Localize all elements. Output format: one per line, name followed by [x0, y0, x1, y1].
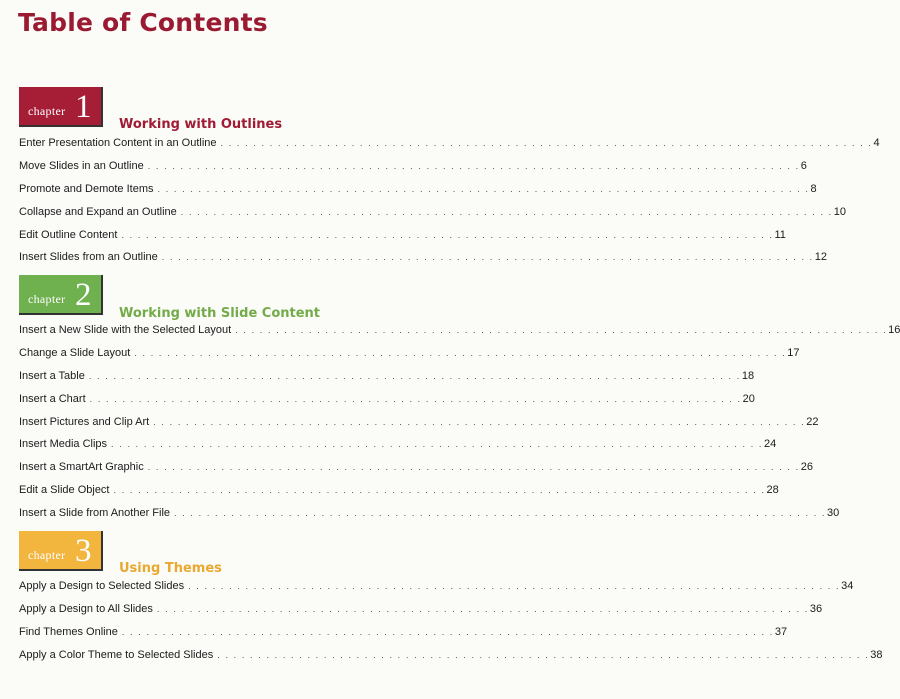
entry-page: 38 — [870, 648, 883, 661]
toc-entry[interactable] — [19, 392, 755, 416]
dot-leader: . . . . . . . . . . . . . . . . . . . . . . . . . . . . . . . . . . . . . . . . . . . . . . . . . . . . . . . . . . . . . . . . . . . . . . . . . . . . . . . . — [88, 370, 741, 381]
chapter-3-badge — [19, 531, 103, 571]
entry-page: 6 — [800, 159, 807, 172]
dot-leader: . . . . . . . . . . . . . . . . . . . . . . . . . . . . . . . . . . . . . . . . . . . . . . . . . . . . . . . . . . . . . . . . . . . . . . . . . . . . . . . . — [134, 347, 787, 358]
chapter-2-entries — [19, 324, 900, 530]
chapter-1-entries — [19, 137, 880, 274]
chapter-number: 2 — [75, 277, 92, 313]
toc-entry[interactable] — [19, 461, 813, 484]
entry-page: 16 — [888, 324, 900, 336]
entry-title: Insert Pictures and Clip Art — [19, 415, 150, 428]
page-title: Table of Contents — [18, 8, 268, 37]
entry-title: Insert a SmartArt Graphic — [19, 461, 144, 474]
dot-leader: . . . . . . . . . . . . . . . . . . . . . . . . . . . . . . . . . . . . . . . . . . . . . . . . . . . . . . . . . . . . . . . . . . . . . . . . . . . . . . . . — [235, 325, 888, 335]
toc-entry[interactable] — [19, 137, 880, 160]
entry-page: 30 — [827, 507, 840, 520]
entry-page: 37 — [774, 625, 788, 638]
chapter-number: 3 — [75, 533, 92, 569]
dot-leader: . . . . . . . . . . . . . . . . . . . . . . . . . . . . . . . . . . . . . . . . . . . . . . . . . . . . . . . . . . . . . . . . . . . . . . . . . . . . . . . . — [180, 206, 833, 217]
toc-entry[interactable] — [19, 228, 786, 252]
dot-leader: . . . . . . . . . . . . . . . . . . . . . . . . . . . . . . . . . . . . . . . . . . . . . . . . . . . . . . . . . . . . . . . . . . . . . . . . . . . . . . . . — [121, 626, 774, 637]
dot-leader: . . . . . . . . . . . . . . . . . . . . . . . . . . . . . . . . . . . . . . . . . . . . . . . . . . . . . . . . . . . . . . . . . . . . . . . . . . . . . . . . — [188, 581, 841, 591]
toc-entry[interactable] — [19, 251, 828, 274]
entry-title: Insert a Chart — [19, 392, 86, 405]
entry-title: Promote and Demote Items — [19, 182, 154, 195]
chapter-1-title: Working with Outlines — [119, 117, 283, 132]
toc-entry[interactable] — [19, 625, 788, 649]
entry-page: 26 — [800, 461, 813, 474]
entry-title: Insert a Table — [19, 369, 85, 382]
toc-entry[interactable] — [19, 484, 779, 507]
entry-page: 11 — [774, 228, 786, 241]
entry-title: Insert a Slide from Another File — [19, 507, 171, 520]
entry-title: Move Slides in an Outline — [19, 159, 144, 172]
dot-leader: . . . . . . . . . . . . . . . . . . . . . . . . . . . . . . . . . . . . . . . . . . . . . . . . . . . . . . . . . . . . . . . . . . . . . . . . . . . . . . . . — [147, 462, 800, 473]
entry-title: Enter Presentation Content in an Outline — [19, 137, 217, 149]
chapter-1-badge — [19, 87, 103, 127]
chapter-3-title: Using Themes — [119, 561, 222, 576]
toc-entry[interactable] — [19, 602, 823, 626]
dot-leader: . . . . . . . . . . . . . . . . . . . . . . . . . . . . . . . . . . . . . . . . . . . . . . . . . . . . . . . . . . . . . . . . . . . . . . . . . . . . . . . . — [121, 229, 774, 240]
dot-leader: . . . . . . . . . . . . . . . . . . . . . . . . . . . . . . . . . . . . . . . . . . . . . . . . . . . . . . . . . . . . . . . . . . . . . . . . . . . . . . . . — [147, 160, 800, 171]
entry-page: 34 — [841, 580, 854, 592]
dot-leader: . . . . . . . . . . . . . . . . . . . . . . . . . . . . . . . . . . . . . . . . . . . . . . . . . . . . . . . . . . . . . . . . . . . . . . . . . . . . . . . . — [157, 183, 810, 194]
dot-leader: . . . . . . . . . . . . . . . . . . . . . . . . . . . . . . . . . . . . . . . . . . . . . . . . . . . . . . . . . . . . . . . . . . . . . . . . . . . . . . . . — [220, 138, 873, 148]
toc-entry[interactable] — [19, 205, 847, 229]
toc-entry[interactable] — [19, 346, 800, 370]
dot-leader: . . . . . . . . . . . . . . . . . . . . . . . . . . . . . . . . . . . . . . . . . . . . . . . . . . . . . . . . . . . . . . . . . . . . . . . . . . . . . . . . — [153, 416, 806, 427]
chapter-2-badge — [19, 275, 103, 315]
entry-title: Apply a Color Theme to Selected Slides — [19, 648, 214, 661]
toc-entry[interactable] — [19, 182, 817, 206]
entry-title: Collapse and Expand an Outline — [19, 205, 177, 218]
toc-entry[interactable] — [19, 324, 900, 347]
dot-leader: . . . . . . . . . . . . . . . . . . . . . . . . . . . . . . . . . . . . . . . . . . . . . . . . . . . . . . . . . . . . . . . . . . . . . . . . . . . . . . . . — [89, 393, 742, 404]
chapter-label: chapter — [28, 104, 66, 118]
entry-page: 28 — [766, 484, 779, 497]
dot-leader: . . . . . . . . . . . . . . . . . . . . . . . . . . . . . . . . . . . . . . . . . . . . . . . . . . . . . . . . . . . . . . . . . . . . . . . . . . . . . . . . — [161, 252, 814, 263]
entry-page: 12 — [814, 251, 828, 264]
entry-page: 20 — [742, 392, 755, 405]
entry-page: 17 — [787, 346, 800, 359]
entry-page: 24 — [764, 438, 777, 451]
entry-title: Insert a New Slide with the Selected Layout — [19, 324, 232, 336]
entry-page: 18 — [741, 369, 755, 382]
entry-title: Apply a Design to All Slides — [19, 602, 153, 615]
dot-leader: . . . . . . . . . . . . . . . . . . . . . . . . . . . . . . . . . . . . . . . . . . . . . . . . . . . . . . . . . . . . . . . . . . . . . . . . . . . . . . . . — [156, 603, 809, 614]
dot-leader: . . . . . . . . . . . . . . . . . . . . . . . . . . . . . . . . . . . . . . . . . . . . . . . . . . . . . . . . . . . . . . . . . . . . . . . . . . . . . . . . — [174, 508, 826, 519]
dot-leader: . . . . . . . . . . . . . . . . . . . . . . . . . . . . . . . . . . . . . . . . . . . . . . . . . . . . . . . . . . . . . . . . . . . . . . . . . . . . . . . . — [113, 485, 766, 496]
entry-title: Find Themes Online — [19, 625, 118, 638]
entry-page: 22 — [806, 415, 819, 428]
toc-entry[interactable] — [19, 369, 755, 393]
chapter-number: 1 — [75, 89, 92, 125]
chapter-label: chapter — [28, 292, 66, 306]
dot-leader: . . . . . . . . . . . . . . . . . . . . . . . . . . . . . . . . . . . . . . . . . . . . . . . . . . . . . . . . . . . . . . . . . . . . . . . . . . . . . . . . — [217, 649, 870, 660]
entry-title: Edit Outline Content — [19, 228, 118, 241]
entry-page: 4 — [873, 137, 880, 149]
entry-title: Insert Slides from an Outline — [19, 251, 158, 264]
toc-entry[interactable] — [19, 159, 807, 183]
entry-title: Change a Slide Layout — [19, 346, 131, 359]
dot-leader: . . . . . . . . . . . . . . . . . . . . . . . . . . . . . . . . . . . . . . . . . . . . . . . . . . . . . . . . . . . . . . . . . . . . . . . . . . . . . . . . — [111, 439, 764, 450]
toc-entry[interactable] — [19, 580, 854, 603]
entry-page: 36 — [809, 602, 823, 615]
chapter-2-title: Working with Slide Content — [119, 306, 321, 321]
entry-page: 10 — [833, 205, 847, 218]
entry-title: Edit a Slide Object — [19, 484, 110, 497]
toc-entry[interactable] — [19, 415, 819, 439]
toc-entry[interactable] — [19, 648, 883, 672]
entry-page: 8 — [810, 182, 817, 195]
chapter-3-entries — [19, 580, 883, 672]
toc-entry[interactable] — [19, 438, 777, 461]
chapter-label: chapter — [28, 548, 66, 562]
toc-entry[interactable] — [19, 507, 840, 530]
entry-title: Insert Media Clips — [19, 438, 108, 451]
entry-title: Apply a Design to Selected Slides — [19, 580, 185, 592]
